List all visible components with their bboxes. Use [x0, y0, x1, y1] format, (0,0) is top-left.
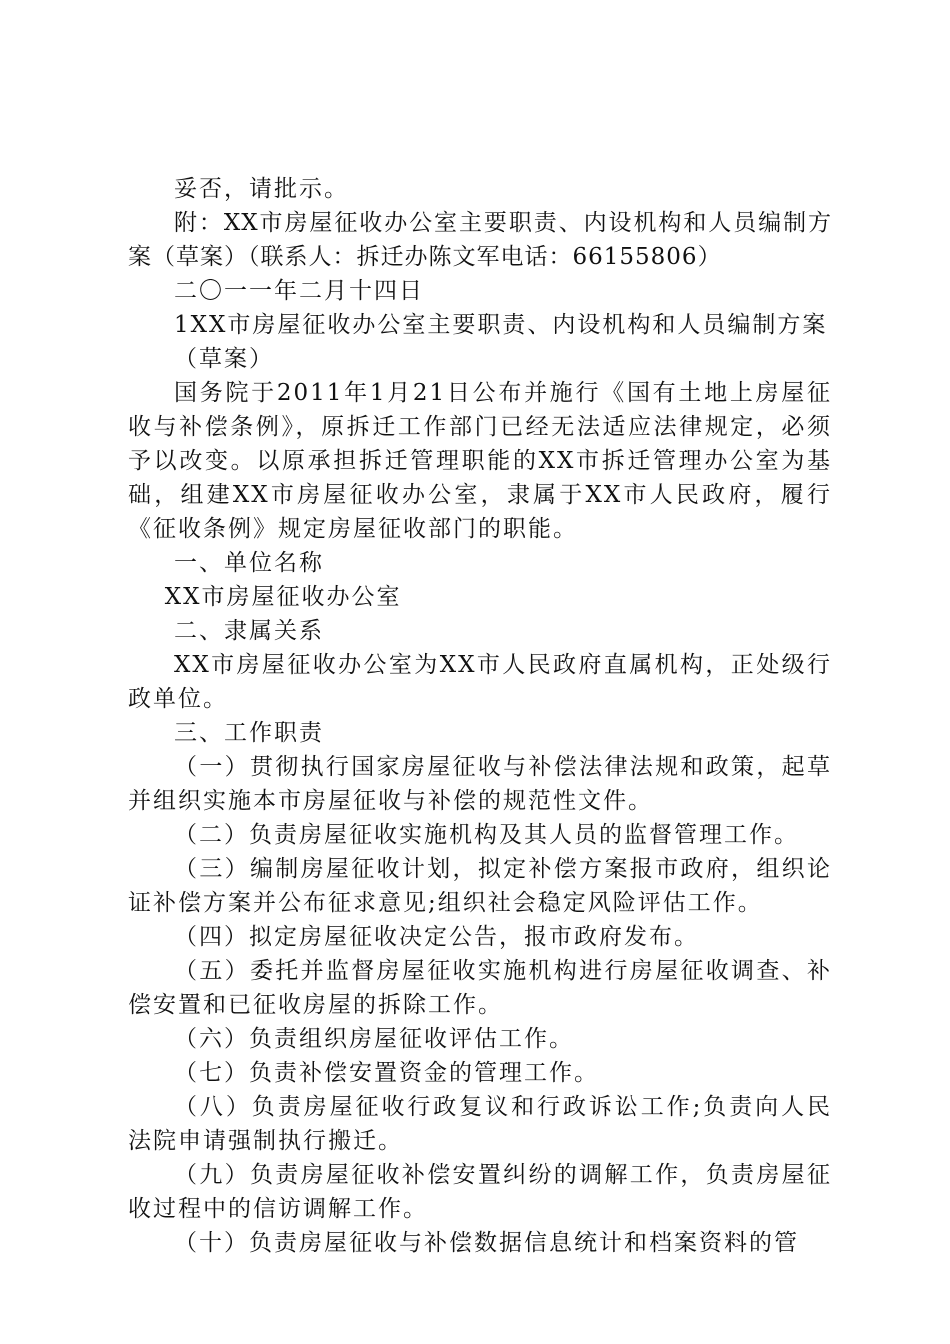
- intro-paragraph: 国务院于2011年1月21日公布并施行《国有土地上房屋征收与补偿条例》，原拆迁工作部门已经无法适应法律规定，必须予以改变。以原承担拆迁管理职能的XX市拆迁管理办公室为基础，组建XX市房屋征收办公室，隶属于XX市人民政府，履行《征收条例》规定房屋征收部门的职能。: [128, 380, 832, 542]
- duty-item-10: （十）负责房屋征收与补偿数据信息统计和档案资料的管: [174, 1230, 799, 1256]
- draft-label: （草案）: [174, 346, 274, 372]
- date-line: 二〇一一年二月十四日: [174, 278, 424, 304]
- duty-item-7: （七）负责补偿安置资金的管理工作。: [174, 1060, 599, 1086]
- duty-item-8: （八）负责房屋征收行政复议和行政诉讼工作;负责向人民法院申请强制执行搬迁。: [128, 1094, 832, 1154]
- section-heading-unit-name: 一、单位名称: [174, 550, 324, 576]
- document-body: [128, 172, 832, 1260]
- section-heading-affiliation: 二、隶属关系: [174, 618, 324, 644]
- duty-item-2: （二）负责房屋征收实施机构及其人员的监督管理工作。: [174, 822, 799, 848]
- duty-item-1: （一）贯彻执行国家房屋征收与补偿法律法规和政策，起草并组织实施本市房屋征收与补偿的规范性文件。: [128, 754, 832, 814]
- duty-item-3: （三）编制房屋征收计划，拟定补偿方案报市政府，组织论证补偿方案并公布征求意见;组织社会稳定风险评估工作。: [128, 856, 832, 916]
- duty-item-9: （九）负责房屋征收补偿安置纠纷的调解工作，负责房屋征收过程中的信访调解工作。: [128, 1162, 832, 1222]
- unit-name-text: XX市房屋征收办公室: [164, 584, 402, 610]
- closing-request-paragraph: 妥否，请批示。: [174, 176, 349, 202]
- affiliation-text: XX市房屋征收办公室为XX市人民政府直属机构，正处级行政单位。: [128, 652, 832, 712]
- duty-item-4: （四）拟定房屋征收决定公告，报市政府发布。: [174, 924, 699, 950]
- duty-item-6: （六）负责组织房屋征收评估工作。: [174, 1026, 574, 1052]
- attachment-note-paragraph: 附：XX市房屋征收办公室主要职责、内设机构和人员编制方案（草案）（联系人：拆迁办陈文军电话：66155806）: [128, 210, 832, 270]
- attachment-title: 1XX市房屋征收办公室主要职责、内设机构和人员编制方案: [174, 312, 828, 338]
- duty-item-5: （五）委托并监督房屋征收实施机构进行房屋征收调查、补偿安置和已征收房屋的拆除工作。: [128, 958, 832, 1018]
- section-heading-duties: 三、工作职责: [174, 720, 324, 746]
